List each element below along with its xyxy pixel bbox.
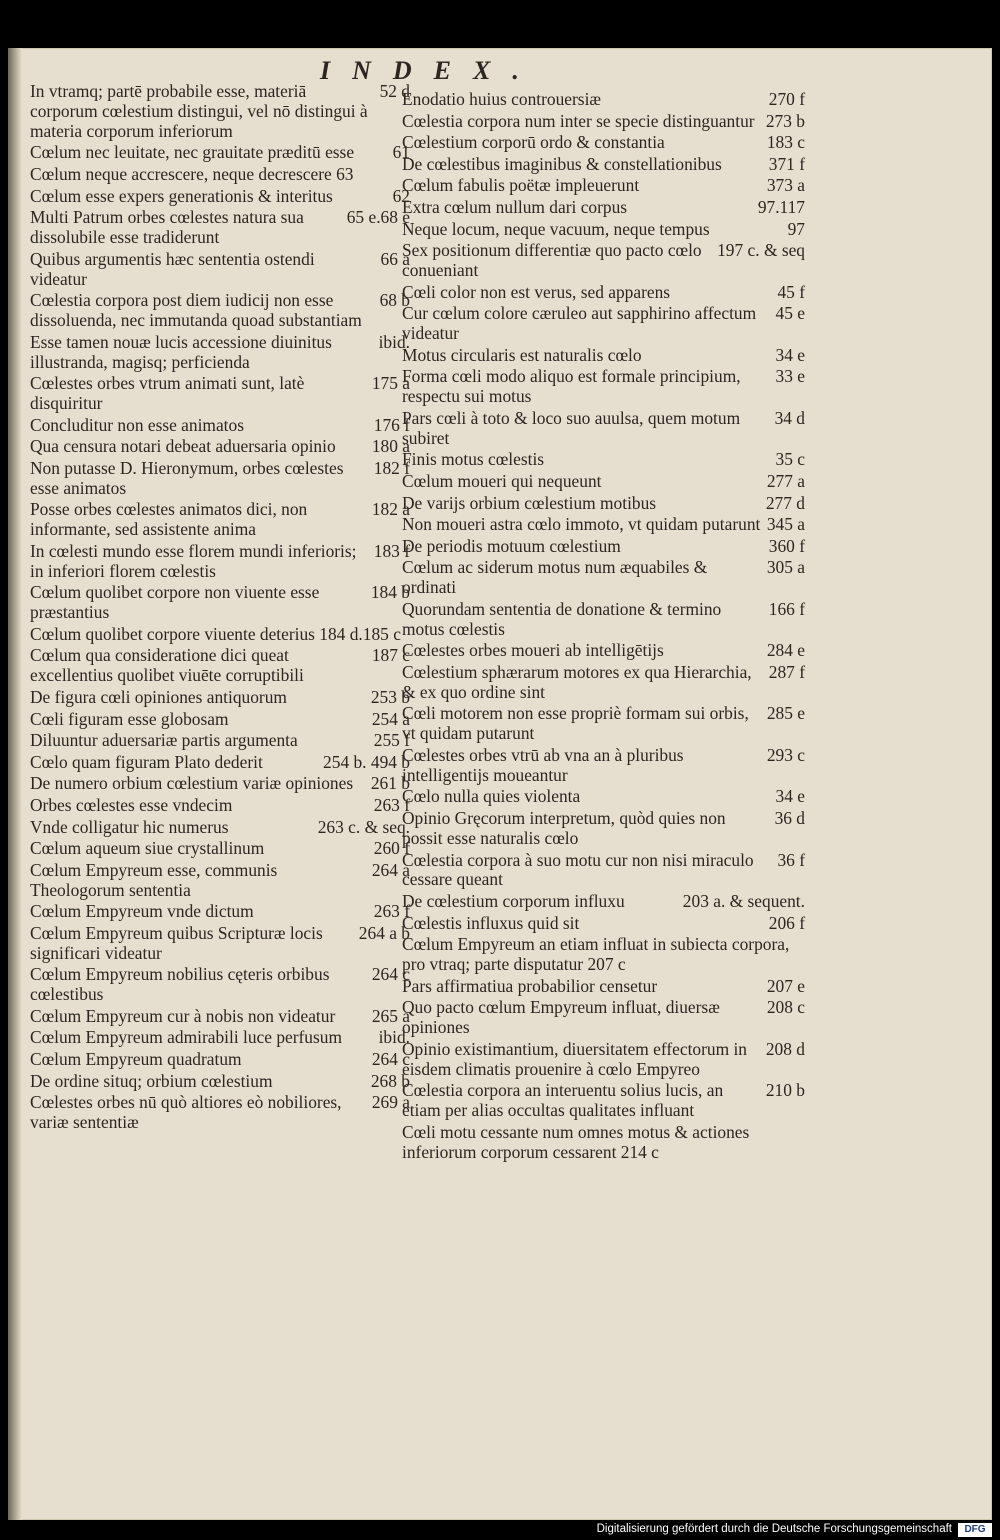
index-entry-reference: 36 f	[777, 849, 805, 870]
index-entry	[402, 809, 805, 849]
index-entry-text: Cœlo quam figuram Plato dederit	[30, 751, 263, 772]
index-entry	[30, 710, 410, 730]
index-entry	[402, 133, 805, 153]
index-entry-reference: 183 c	[766, 132, 805, 153]
index-entry-text: Cœlum nec leuitate, nec grauitate præditū esse	[30, 142, 355, 163]
index-entry-text: Orbes cœlestes esse vndecim	[30, 794, 233, 815]
dfg-logo: DFG	[958, 1523, 992, 1537]
index-entry	[402, 641, 805, 661]
index-entry-reference: 175 a	[371, 373, 410, 394]
index-entry	[30, 646, 410, 686]
index-entry	[402, 494, 805, 514]
index-entry-text: Cœlestium sphærarum motores ex qua Hierarchia, & ex quo ordine sint	[402, 661, 752, 702]
index-entry-text: Cœlum ac siderum motus num æquabiles & ordinati	[402, 557, 708, 598]
index-entry-reference: 273 b	[765, 110, 805, 131]
index-entry-reference: 66 a	[380, 248, 410, 269]
index-entry	[402, 787, 805, 807]
index-entry	[402, 198, 805, 218]
index-entry-reference: 62	[392, 185, 410, 206]
index-entry-reference: 183 f	[373, 540, 410, 561]
index-entry-reference: 269 a	[371, 1092, 410, 1113]
index-entry-text: Cœlum Empyreum esse, communis Theologorum sententia	[30, 859, 278, 900]
index-entry-text: Cœlum Empyreum cur à nobis non videatur	[30, 1005, 336, 1026]
index-entry-text: Finis motus cœlestis	[402, 449, 545, 470]
index-entry	[402, 663, 805, 703]
index-entry-reference: 263 f	[373, 901, 410, 922]
index-entry-text: Quibus argumentis hæc sententia ostendi videatur	[30, 248, 315, 289]
index-entry-text: Cœlum Empyreum nobilius cęteris orbibus cœlestibus	[30, 964, 330, 1005]
index-entry-reference: 197 c. & seq	[717, 240, 805, 261]
index-entry	[30, 688, 410, 708]
index-entry-text: Cœlum moueri qui nequeunt	[402, 470, 602, 491]
index-entry-reference: 373 a	[766, 175, 805, 196]
index-entry	[402, 914, 805, 934]
index-entry	[402, 977, 805, 997]
index-entry	[402, 537, 805, 557]
index-entry	[30, 583, 410, 623]
index-entry	[402, 241, 805, 281]
index-entry-reference: 264 a b	[358, 922, 410, 943]
index-entry-reference: 261 b	[370, 773, 410, 794]
index-entry-reference: 187 c	[371, 645, 410, 666]
index-entry-text: Cœlum Empyreum quibus Scripturæ locis significari videatur	[30, 922, 323, 963]
index-entry-reference: 277 d	[765, 492, 805, 513]
index-entry	[402, 998, 805, 1038]
index-entry-text: De ordine situq; orbium cœlestium	[30, 1070, 273, 1091]
index-entry-text: Cœlum Empyreum admirabili luce perfusum	[30, 1027, 342, 1048]
index-entry	[30, 1050, 410, 1070]
index-entry-reference: 206 f	[768, 912, 805, 933]
index-entry	[30, 500, 410, 540]
footer-credit: Digitalisierung gefördert durch die Deutsche Forschungsgemeinschaft	[596, 1523, 952, 1535]
index-entry	[30, 796, 410, 816]
index-entry-text: Cœli color non est verus, sed apparens	[402, 281, 671, 302]
index-entry	[402, 935, 805, 975]
index-entry-reference: 182 f	[373, 457, 410, 478]
index-entry-reference: 97	[787, 218, 805, 239]
index-entry-text: Cœlestia corpora num inter se specie distinguantur	[402, 110, 755, 131]
index-entry-text: Sex positionum differentiæ quo pacto cœlo conueniant	[402, 240, 702, 281]
index-entry-reference: 34 e	[775, 344, 805, 365]
index-entry-reference: 264 c	[371, 1049, 410, 1069]
index-entry-reference: 284 e	[766, 640, 805, 661]
index-entry	[30, 753, 410, 773]
index-column-right	[402, 90, 805, 1164]
index-entry	[402, 346, 805, 366]
index-entry-reference: 184 b	[370, 582, 410, 603]
index-entry-reference: 260 f	[373, 838, 410, 859]
index-entry	[402, 746, 805, 786]
index-entry-reference: 208 c	[766, 997, 805, 1018]
index-entry-reference: 268 b	[370, 1070, 410, 1091]
index-entry	[30, 1093, 410, 1133]
index-entry-text: Diluuntur aduersariæ partis argumenta	[30, 730, 298, 751]
index-entry-text: Cœli motorem non esse propriè formam sui orbis, vt quidam putarunt	[402, 703, 749, 744]
index-entry-reference: 263 f	[373, 794, 410, 815]
index-entry-text: Cœlestes orbes vtrū ab vna an à pluribus intelligentijs moueantur	[402, 744, 684, 785]
index-entry-reference: 305 a	[766, 557, 805, 578]
index-entry-reference: 264 c	[371, 964, 410, 985]
index-entry	[30, 143, 410, 163]
index-entry-reference: 34 d	[774, 407, 805, 428]
index-entry	[402, 90, 805, 110]
index-entry-text: Opinio existimantium, diuersitatem effectorum in eisdem climatis prouenire à cœlo Empyreo	[402, 1038, 748, 1079]
index-entry	[402, 515, 805, 535]
index-entry	[30, 250, 410, 290]
index-entry-reference: 263 c. & seq.	[317, 816, 410, 837]
index-entry-reference: 203 a. & sequent.	[682, 891, 805, 911]
index-entry-text: De varijs orbium cœlestium motibus	[402, 492, 657, 513]
index-entry	[30, 291, 410, 331]
index-entry	[30, 437, 410, 457]
index-entry-text: Non moueri astra cœlo immoto, vt quidam putarunt	[402, 514, 761, 535]
index-entry-text: Opinio Gręcorum interpretum, quòd quies non possit esse naturalis cœlo	[402, 808, 726, 848]
index-entry	[30, 731, 410, 751]
index-entry	[402, 600, 805, 640]
index-entry-text: In cœlesti mundo esse florem mundi inferioris; in inferiori florem cœlestis	[30, 540, 357, 581]
index-entry-reference: 97.117	[757, 196, 805, 217]
index-entry-text: Pars affirmatiua probabilior censetur	[402, 975, 658, 996]
index-entry-text: Cœlo nulla quies violenta	[402, 786, 581, 807]
index-entry	[30, 861, 410, 901]
index-entry-text: Pars cœli à toto & loco suo auulsa, quem motum subiret	[402, 407, 741, 448]
index-entry-text: Cœlestes orbes vtrum animati sunt, latè disquiritur	[30, 373, 305, 414]
index-entry-reference: ibid.	[378, 1027, 410, 1048]
index-entry	[402, 176, 805, 196]
index-entry	[402, 112, 805, 132]
index-entry-text: Cœli motu cessante num omnes motus & actiones inferiorum corporum cessarent 214 c	[402, 1121, 750, 1162]
index-entry	[30, 1007, 410, 1027]
index-entry	[402, 367, 805, 407]
index-entry-text: Cœlum neque accrescere, neque decrescere 63	[30, 164, 354, 184]
index-entry-text: Cœlum esse expers generationis & interitus	[30, 185, 333, 206]
index-entry-text: Cœlestia corpora an interuentu solius lucis, an etiam per alias occultas qualitates influant	[402, 1080, 724, 1121]
index-entry-text: Multi Patrum orbes cœlestes natura sua dissolubile esse tradiderunt	[30, 207, 304, 248]
index-entry	[30, 625, 410, 645]
index-entry	[402, 304, 805, 344]
index-entry	[30, 542, 410, 582]
index-entry-text: Cœlum aqueum siue crystallinum	[30, 838, 265, 859]
index-entry-text: Neque locum, neque vacuum, neque tempus	[402, 218, 710, 239]
index-entry	[402, 409, 805, 449]
index-entry	[402, 220, 805, 240]
index-entry-text: Posse orbes cœlestes animatos dici, non informante, sed assistente anima	[30, 499, 308, 540]
index-entry	[30, 902, 410, 922]
index-entry-reference: 52 d	[379, 81, 410, 101]
index-entry	[402, 1040, 805, 1080]
index-entry-reference: 176 f	[373, 414, 410, 435]
index-entry-reference: 65 e.68 e	[346, 207, 410, 228]
index-entry	[30, 416, 410, 436]
index-entry-text: Cœli figuram esse globosam	[30, 708, 229, 729]
index-entry	[402, 450, 805, 470]
index-entry-text: Enodatio huius controuersiæ	[402, 89, 601, 109]
index-entry-text: Cœlum fabulis poëtæ impleuerunt	[402, 175, 640, 196]
index-entry	[402, 851, 805, 891]
index-entry	[30, 165, 410, 185]
index-entry-text: De cœlestium corporum influxu	[402, 891, 625, 911]
index-entry-reference: 253 b	[370, 686, 410, 707]
index-entry	[30, 839, 410, 859]
index-entry	[30, 374, 410, 414]
index-entry-reference: 208 d	[765, 1038, 805, 1059]
index-entry	[402, 283, 805, 303]
index-entry-text: Cœlestes orbes nū quò altiores eò nobiliores, variæ sententiæ	[30, 1092, 342, 1133]
index-entry-text: Cœlum quolibet corpore viuente deterius 184 d.185 c	[30, 623, 401, 644]
index-entry	[30, 82, 410, 142]
index-entry-text: Cœlum quolibet corpore non viuente esse præstantius	[30, 582, 320, 623]
index-entry-reference: 182 a	[371, 499, 410, 520]
index-entry	[30, 965, 410, 1005]
index-entry-reference: 210 b	[765, 1080, 805, 1101]
page-edge-shadow	[8, 48, 22, 1520]
index-entry-text: Cœlum Empyreum quadratum	[30, 1049, 242, 1069]
index-entry-reference: 345 a	[766, 514, 805, 535]
index-column-left	[30, 82, 410, 1135]
index-entry-text: Cœlum qua consideratione dici queat excellentius quolibet viuēte corruptibili	[30, 645, 304, 686]
index-entry-reference: 255 f	[373, 730, 410, 751]
index-entry	[402, 892, 805, 912]
index-entry	[402, 1081, 805, 1121]
index-entry-text: Forma cœli modo aliquo est formale principium, respectu sui motus	[402, 366, 741, 407]
index-entry-reference: 293 c	[766, 744, 805, 765]
index-entry-text: De cœlestibus imaginibus & constellationibus	[402, 153, 722, 174]
index-entry-reference: 277 a	[766, 470, 805, 491]
index-entry-reference: 254 b. 494 b	[323, 751, 410, 772]
index-entry-text: Concluditur non esse animatos	[30, 414, 244, 435]
index-entry-text: Extra cœlum nullum dari corpus	[402, 196, 628, 217]
index-entry-text: Cœlestia corpora post diem iudicij non esse dissoluenda, nec immutanda quoad substantiam	[30, 290, 362, 331]
index-entry	[30, 1072, 410, 1092]
index-entry-text: De figura cœli opiniones antiquorum	[30, 686, 287, 707]
index-entry-text: Cœlestium corporū ordo & constantia	[402, 132, 665, 153]
index-entry-reference: ibid.	[378, 331, 410, 352]
index-entry-reference: 270 f	[768, 89, 805, 109]
page-title: INDEX.	[320, 56, 541, 85]
index-entry-reference: 33 e	[775, 366, 805, 387]
index-entry	[402, 1123, 805, 1163]
index-entry-text: Cœlestia corpora à suo motu cur non nisi miraculo cessare queant	[402, 849, 754, 890]
index-entry-reference: 264 a	[371, 859, 410, 880]
index-entry	[402, 155, 805, 175]
index-entry-reference: 360 f	[768, 535, 805, 556]
index-entry-text: Non putasse D. Hieronymum, orbes cœlestes esse animatos	[30, 457, 344, 498]
index-entry	[30, 187, 410, 207]
index-entry-text: Vnde colligatur hic numerus	[30, 816, 229, 837]
index-entry	[30, 924, 410, 964]
index-entry-text: Cœlum Empyreum vnde dictum	[30, 901, 254, 922]
index-entry	[30, 774, 410, 794]
index-entry	[30, 459, 410, 499]
index-entry-reference: 285 e	[766, 703, 805, 724]
footer-bar	[0, 1520, 1000, 1540]
index-entry-reference: 265 a	[371, 1005, 410, 1026]
index-entry-text: Quo pacto cœlum Empyreum influat, diuersæ opiniones	[402, 997, 720, 1038]
index-entry-reference: 45 e	[775, 303, 805, 324]
index-entry	[30, 818, 410, 838]
index-entry-text: In vtramq; partē probabile esse, materiā corporum cœlestium distingui, vel nō distingui à materia corporum inferiorum	[30, 81, 368, 141]
index-entry-reference: 287 f	[768, 661, 805, 682]
index-entry	[402, 472, 805, 492]
index-entry-reference: 180 a	[371, 436, 410, 457]
index-entry-reference: 166 f	[768, 598, 805, 619]
index-entry-text: Esse tamen nouæ lucis accessione diuinitus illustranda, magisq; perficienda	[30, 331, 332, 372]
index-entry-reference: 36 d	[774, 808, 805, 828]
index-entry-text: De periodis motuum cœlestium	[402, 535, 621, 556]
index-entry-reference: 254 a	[371, 708, 410, 729]
index-entry	[402, 704, 805, 744]
index-entry-text: Cœlestis influxus quid sit	[402, 912, 580, 933]
index-entry-reference: 61	[392, 142, 410, 163]
index-entry-reference: 371 f	[768, 153, 805, 174]
index-entry	[402, 558, 805, 598]
index-entry-text: Qua censura notari debeat aduersaria opinio	[30, 436, 336, 457]
index-entry-reference: 45 f	[777, 281, 805, 302]
index-entry-text: De numero orbium cœlestium variæ opiniones	[30, 773, 354, 794]
index-entry	[30, 208, 410, 248]
index-entry-reference: 34 e	[775, 786, 805, 807]
index-entry-reference: 207 e	[766, 975, 805, 996]
index-entry-reference: 68 b	[379, 290, 410, 311]
index-entry	[30, 1028, 410, 1048]
index-entry-text: Quorundam sententia de donatione & termino motus cœlestis	[402, 598, 722, 639]
index-entry-text: Motus circularis est naturalis cœlo	[402, 344, 642, 365]
index-entry-text: Cœlestes orbes moueri ab intelligētijs	[402, 640, 664, 661]
index-entry-text: Cur cœlum colore cæruleo aut sapphirino affectum videatur	[402, 303, 757, 344]
index-entry-reference: 35 c	[775, 449, 805, 470]
index-entry-text: Cœlum Empyreum an etiam influat in subiecta corpora, pro vtraq; parte disputatur 207 c	[402, 934, 790, 975]
index-entry	[30, 333, 410, 373]
